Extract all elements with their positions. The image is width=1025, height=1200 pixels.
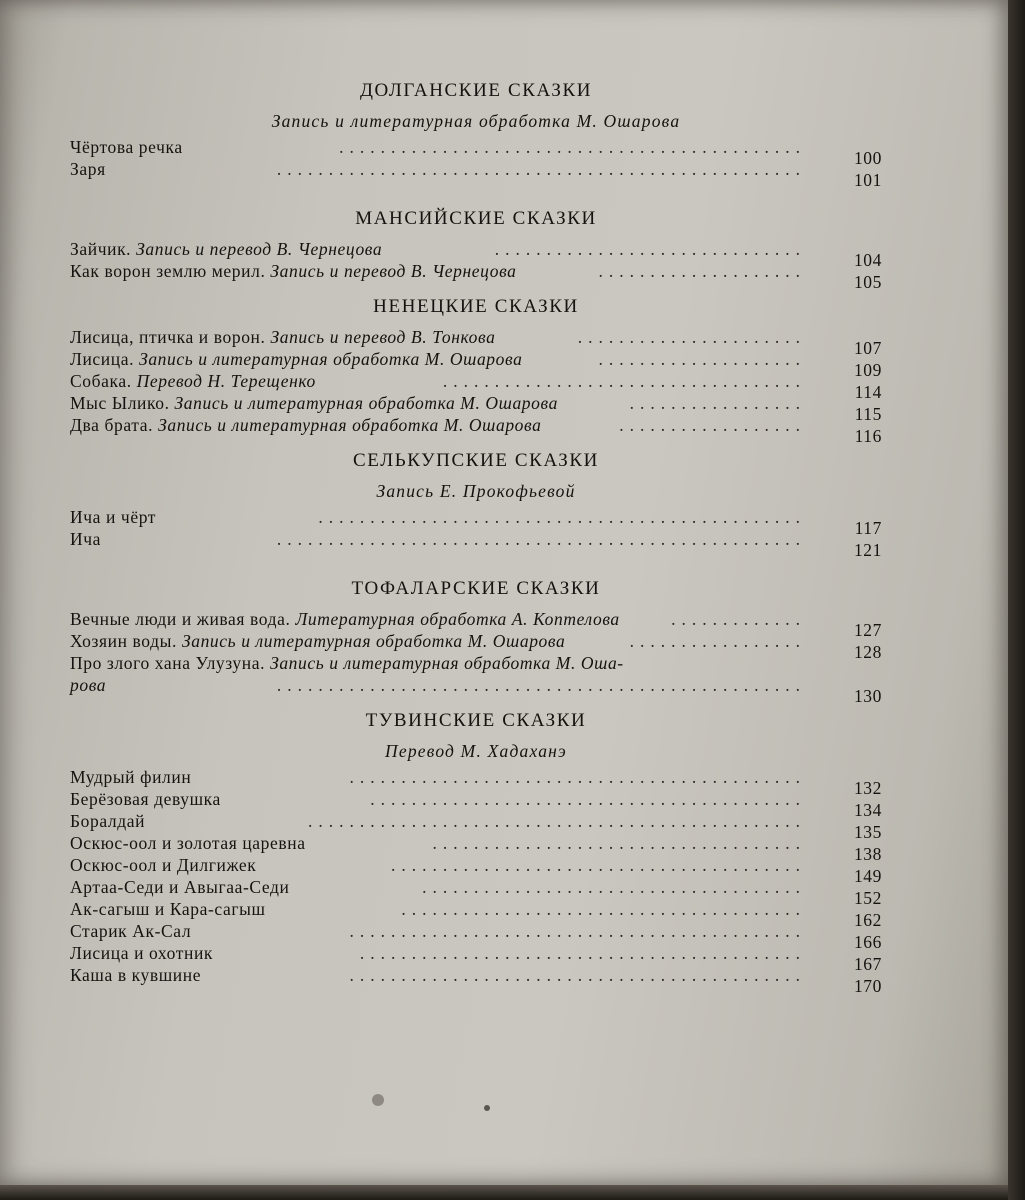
toc-entry[interactable] [70,608,882,640]
toc-entry[interactable] [70,964,882,996]
dot-leader: ................................................... [276,675,806,695]
entry-title-text: Хозяин воды. [70,631,177,651]
entry-title [70,674,106,696]
dot-leader: ................................................ [308,811,806,831]
page-number: 166 [853,932,882,952]
dot-leader: .................... [598,261,806,281]
entry-note: Запись и литературная обработка М. Оша- [270,653,624,673]
dot-leader: ................. [629,631,806,651]
entry-title-text: Заря [70,159,106,179]
dot-leader: .............................. [494,239,806,259]
entry-list [70,506,882,560]
page-number: 138 [853,844,882,864]
entry-title [70,260,517,282]
toc-section [70,294,882,446]
page-number: 100 [853,148,882,168]
section-title: НЕНЕЦКИЕ СКАЗКИ [373,296,579,317]
entry-title-text: Ича [70,529,102,549]
book-spine [1008,0,1025,1200]
entry-title-text: Как ворон землю мерил. [70,261,266,281]
entry-note: Литературная обработка А. Коптелова [295,609,620,629]
entry-note: рова [70,675,107,695]
page-number: 116 [854,426,882,446]
dot-leader: ........................................ [391,855,806,875]
toc-entry[interactable] [70,158,882,190]
entry-title [70,370,316,392]
table-of-contents [70,78,882,1012]
entry-title-text: Мудрый филин [70,767,192,787]
toc-entry[interactable] [70,898,882,930]
toc-section [70,206,882,292]
entry-title-text: Ак-сагыш и Кара-сагыш [70,899,266,919]
dot-leader: ................................................... [276,529,806,549]
page-number: 115 [854,404,882,424]
dot-leader: .................... [598,349,806,369]
entry-note: Запись и перевод В. Тонкова [270,327,496,347]
entry-title [70,964,201,986]
entry-list [70,238,882,292]
toc-section [70,576,882,706]
page-number: 152 [853,888,882,908]
page-number: 127 [853,620,882,640]
toc-entry[interactable] [70,766,882,798]
page-number: 121 [853,540,882,560]
dot-leader: ............................................ [349,767,806,787]
dot-leader: ................................................... [276,159,806,179]
toc-entry[interactable] [70,414,882,446]
page-number: 149 [853,866,882,886]
section-title: ТОФАЛАРСКИЕ СКАЗКИ [351,578,601,599]
section-subtitle: Перевод М. Хадаханэ [385,741,567,761]
toc-entry[interactable] [70,674,882,706]
entry-note: Запись и перевод В. Чернецова [136,239,383,259]
toc-entry[interactable] [70,854,882,886]
entry-title-text: Берёзовая девушка [70,789,221,809]
entry-title-text: Собака. [70,371,132,391]
toc-entry[interactable] [70,788,882,820]
dot-leader: .......................................... [370,789,806,809]
section-title: СЕЛЬКУПСКИЕ СКАЗКИ [352,450,600,471]
dot-leader: ............................................ [349,921,806,941]
toc-section [70,708,882,996]
dot-leader: ................. [629,393,806,413]
dot-leader: ....................................... [401,899,806,919]
dot-leader: ............. [671,609,806,629]
toc-entry[interactable] [70,326,882,358]
toc-entry[interactable] [70,260,882,292]
entry-title [70,238,382,260]
page-bottom-edge [0,1185,1008,1200]
dot-leader: ................................... [442,371,806,391]
entry-title [70,414,541,436]
toc-entry[interactable] [70,238,882,270]
entry-title-text: Мыс Ылико. [70,393,170,413]
entry-title-text: Старик Ак-Сал [70,921,192,941]
entry-list [70,766,882,996]
entry-title [70,652,624,674]
page-number: 162 [853,910,882,930]
entry-title [70,158,106,180]
entry-note: Запись и литературная обработка М. Ошарова [139,349,523,369]
dot-leader: ............................................... [318,507,806,527]
entry-title-text: Два брата. [70,415,154,435]
dot-leader: ........................................... [359,943,806,963]
page-number: 134 [853,800,882,820]
toc-section [70,78,882,190]
entry-title-text: Боралдай [70,811,146,831]
toc-entry[interactable] [70,348,882,380]
entry-title-text: Артаа-Седи и Авыгаа-Седи [70,877,290,897]
page-number: 109 [853,360,882,380]
entry-note: Запись и литературная обработка М. Ошарова [181,631,566,651]
dot-leader: .................................... [432,833,806,853]
entry-title-text: Чёртова речка [70,137,183,157]
page-number: 167 [853,954,882,974]
section-subtitle: Запись Е. Прокофьевой [376,481,576,501]
entry-list [70,326,882,446]
dot-leader: ............................................. [339,137,806,157]
page-spot [484,1105,490,1111]
page-number: 105 [853,272,882,292]
toc-section [70,448,882,560]
toc-entry[interactable] [70,370,882,402]
page-spot [372,1094,384,1106]
section-title: МАНСИЙСКИЕ СКАЗКИ [355,208,597,229]
entry-title [70,608,620,630]
toc-entry[interactable] [70,528,882,560]
section-title: ДОЛГАНСКИЕ СКАЗКИ [359,80,593,101]
toc-entry[interactable] [70,942,882,974]
entry-title-text: Лисица и охотник [70,943,214,963]
section-subtitle: Запись и литературная обработка М. Ошарова [271,111,681,131]
entry-title [70,392,558,414]
entry-title [70,942,213,964]
toc-entry[interactable] [70,810,882,842]
entry-title [70,832,306,854]
entry-title [70,920,191,942]
entry-title [70,326,495,348]
entry-title [70,766,191,788]
toc-entry[interactable] [70,920,882,952]
entry-title [70,348,522,370]
page-number: 114 [854,382,882,402]
page-number: 104 [853,250,882,270]
entry-title [70,630,565,652]
dot-leader: ...................... [577,327,806,347]
entry-note: Запись и литературная обработка М. Ошарова [158,415,542,435]
toc-entry[interactable] [70,652,882,674]
entry-note: Запись и литературная обработка М. Ошарова [174,393,558,413]
entry-title [70,876,289,898]
entry-title [70,810,145,832]
toc-entry[interactable] [70,876,882,908]
entry-title-text: Зайчик. [70,239,132,259]
entry-title-text: Ича и чёрт [70,507,157,527]
entry-list [70,608,882,706]
entry-title-text: Про злого хана Улузуна. [70,653,266,673]
entry-title [70,506,156,528]
page-number: 107 [853,338,882,358]
entry-title-text: Оскюс-оол и Дилгижек [70,855,257,875]
entry-title [70,854,256,876]
entry-title [70,898,266,920]
entry-list [70,136,882,190]
toc-entry[interactable] [70,136,882,168]
entry-title-text: Оскюс-оол и золотая царевна [70,833,306,853]
page-number: 101 [853,170,882,190]
entry-title-text: Лисица, птичка и ворон. [70,327,266,347]
entry-title [70,528,101,550]
page-number: 170 [853,976,882,996]
entry-title-text: Лисица. [70,349,135,369]
entry-note: Перевод Н. Терещенко [136,371,316,391]
page-number: 130 [853,686,882,706]
dot-leader: ............................................ [349,965,806,985]
toc-entry[interactable] [70,506,882,538]
toc-entry[interactable] [70,630,882,662]
section-title: ТУВИНСКИЕ СКАЗКИ [365,710,587,731]
page-number: 135 [853,822,882,842]
toc-entry[interactable] [70,392,882,424]
entry-title [70,136,183,158]
page-number: 117 [854,518,882,538]
entry-title-text: Вечные люди и живая вода. [70,609,291,629]
dot-leader: ..................................... [422,877,806,897]
entry-note: Запись и перевод В. Чернецова [270,261,517,281]
page-number: 132 [853,778,882,798]
entry-title-text: Каша в кувшине [70,965,202,985]
entry-title [70,788,221,810]
toc-entry[interactable] [70,832,882,864]
dot-leader: .................. [619,415,806,435]
page-number: 128 [853,642,882,662]
